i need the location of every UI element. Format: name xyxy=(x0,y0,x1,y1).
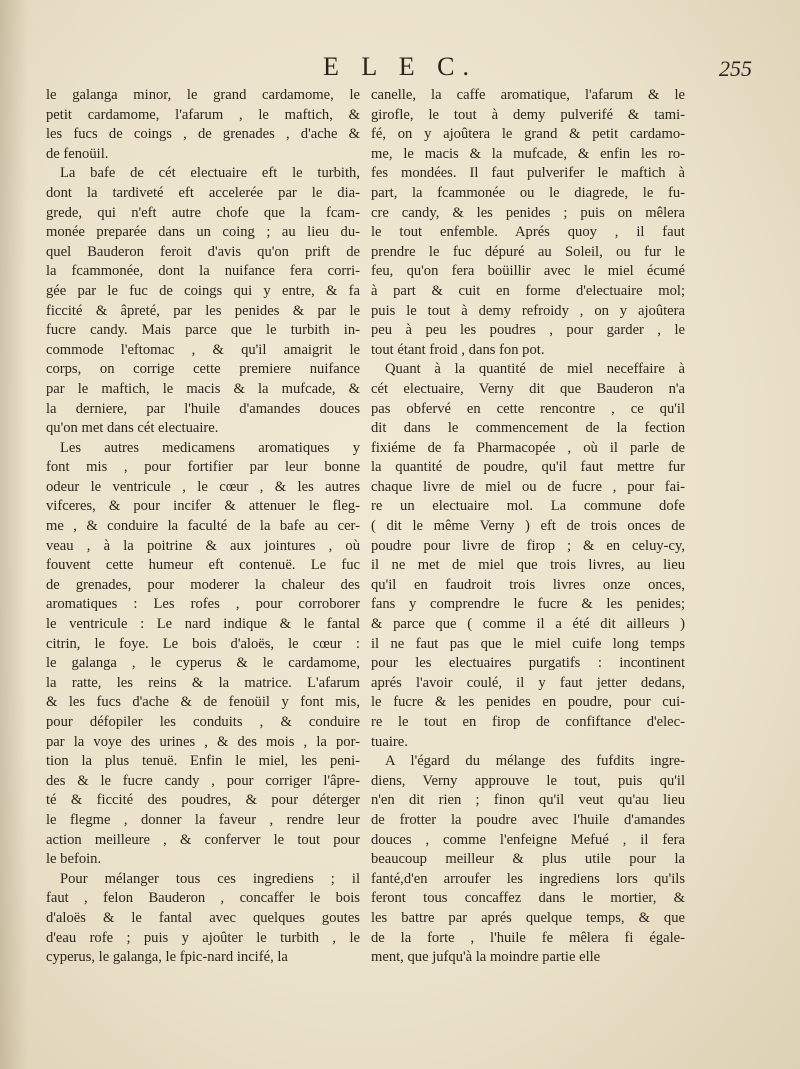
text-line: le ventricule : Le nard indique & le fantal xyxy=(46,616,360,633)
text-line: gée par le fuc de coings qui y entre, & fa xyxy=(46,282,360,299)
text-line: Quant à la quantité de miel neceffaire à xyxy=(385,361,685,378)
text-line: de la forte , l'huile fe mêlera fi égale- xyxy=(371,929,685,946)
text-line: par la voye des urines , & des mois , la por- xyxy=(46,733,360,750)
text-line: de grenades, pour moderer la chaleur des xyxy=(46,576,360,593)
text-line: petit cardamome, l'afarum , le maftich, & xyxy=(46,106,360,123)
text-line: aromatiques : Les rofes , pour corroborer xyxy=(46,596,360,613)
text-line: corps, on corrige cette premiere nuifance xyxy=(46,361,360,378)
text-line: de fenoüil. xyxy=(46,145,109,162)
right-text-column xyxy=(371,86,685,968)
text-line: citrin, le foye. Le bois d'aloës, le cœur : xyxy=(46,635,360,652)
text-line: douces , comme l'enfeigne Mefué , il fera xyxy=(371,831,685,848)
text-line: A l'égard du mélange des fufdits ingre- xyxy=(385,753,685,770)
text-line: d'aloës & le fantal avec quelques goutes xyxy=(46,909,360,926)
text-line: pour défopiler les conduits , & conduire xyxy=(46,714,360,730)
text-line: action meilleure , & conferver le tout pour xyxy=(46,831,360,848)
text-line: le galanga minor, le grand cardamome, le xyxy=(46,87,360,103)
text-line: qu'il en faudroit trois livres onze onces, xyxy=(371,576,685,593)
text-line: tout étant froid , dans fon pot. xyxy=(371,341,545,358)
text-line: prendre le fuc dépuré au Soleil, ou fur le xyxy=(371,243,685,260)
text-line: il ne faut pas que le miel cuife long temps xyxy=(371,635,685,652)
text-line: cyperus, le galanga, le fpic-nard incifé, la xyxy=(46,949,288,966)
text-line: diens, Verny approuve le tout, puis qu'il xyxy=(371,772,685,789)
text-line: fes mondées. Il faut pulverifer le maftich à xyxy=(371,165,685,182)
text-line: la quantité de poudre, qu'il faut mettre fur xyxy=(371,459,685,476)
text-line: ficcité & âpreté, par les penides & par le xyxy=(46,302,360,319)
text-line: le befoin. xyxy=(46,851,102,868)
text-line: pas obfervé en cette rencontre , ce qu'il xyxy=(371,400,685,417)
text-line: ( dit le même Verny ) eft de trois onces de xyxy=(371,518,685,535)
text-line: & parce que ( comme il a été dit ailleurs ) xyxy=(371,616,685,633)
text-line: fanté,d'en arroufer les ingrediens lors qu'ils xyxy=(371,870,685,887)
text-line: par le maftich, le macis & la mufcade, & xyxy=(46,380,360,397)
text-line: n'en dit rien ; finon qu'il veut qu'au lieu xyxy=(371,792,685,809)
text-line: fé, on y ajoûtera le grand & petit cardamo- xyxy=(371,126,685,143)
text-line: il ne met de miel que trois livres, au lieu xyxy=(371,557,685,574)
text-line: cre candy, & les penides ; puis on mêlera xyxy=(371,204,685,221)
text-line: part, la fcammonée ou le diagrede, le fu- xyxy=(371,184,685,201)
text-line: les fucs de coings , de grenades , d'ache & xyxy=(46,126,360,143)
text-line: canelle, la caffe aromatique, l'afarum & le xyxy=(371,87,685,103)
running-title: E L E C. xyxy=(322,52,478,81)
text-line: té & ficcité des poudres, & pour déterger xyxy=(46,792,360,809)
text-line: quel Bauderon feroit d'avis qu'on prift de xyxy=(46,243,360,260)
text-line: cét electuaire, Verny dit que Bauderon n'a xyxy=(371,380,685,397)
text-line: grede, qui n'eft autre chofe que la fcam- xyxy=(46,204,360,221)
text-line: le fucre & les penides en poudre, pour cui- xyxy=(371,694,685,711)
text-line: dit dans le commencement de la fection xyxy=(371,420,685,437)
text-line: girofle, le tout à demy pulverifé & tami- xyxy=(371,106,685,123)
page-number: 255 xyxy=(719,56,752,81)
text-line: des & le fucre candy , pour corriger l'âpre- xyxy=(46,772,360,789)
text-line: vifceres, & pour incifer & attenuer le fleg- xyxy=(46,498,360,515)
text-line: d'eau rofe ; puis y ajoûter le turbith , le xyxy=(46,929,360,946)
text-line: puis le tout à demy refroidy , on y ajoûtera xyxy=(371,302,685,319)
text-line: chaque livre de miel ou de fucre , pour fai- xyxy=(371,478,685,495)
text-line: tion la plus tenuë. Enfin le miel, les peni- xyxy=(46,753,360,770)
text-line: re un electuaire mol. La commune dofe xyxy=(371,498,685,515)
text-line: tuaire. xyxy=(371,733,408,750)
text-line: la ratte, les reins & la matrice. L'afarum xyxy=(46,674,360,691)
left-text-column xyxy=(46,86,360,968)
text-line: poudre pour livre de firop ; & en celuy-cy, xyxy=(371,537,685,554)
text-line: font mis , pour fortifier par leur bonne xyxy=(46,459,360,476)
text-line: fouvent cette humeur eft contenuë. Le fuc xyxy=(46,557,360,574)
text-line: Les autres medicamens aromatiques y xyxy=(60,439,360,456)
text-line: ment, que jufqu'à la moindre partie elle xyxy=(371,949,601,966)
text-line: à part & cuit en forme d'electuaire mol; xyxy=(371,282,685,299)
text-line: re le tout en firop de confiftance d'elec- xyxy=(371,714,685,730)
text-line: aprés l'avoir coulé, il y faut jetter dedans, xyxy=(371,674,685,691)
text-line: peu à peu les poudres , pour garder , le xyxy=(371,322,685,339)
text-line: faut , felon Bauderon , concaffer le bois xyxy=(46,890,360,907)
text-line: odeur le ventricule , le cœur , & les autres xyxy=(46,478,360,495)
text-line: monée preparée dans un coing ; au lieu du- xyxy=(46,224,360,241)
text-line: les battre par aprés quelque temps, & que xyxy=(371,909,685,926)
text-line: & les fucs d'ache & de fenoüil y font mis, xyxy=(46,694,360,711)
text-line: veau , à la poitrine & aux jointures , où xyxy=(46,537,360,554)
text-line: feu, qu'on fera boüillir avec le miel écumé xyxy=(371,263,685,280)
text-line: fucre candy. Mais parce que le turbith in- xyxy=(46,322,360,339)
text-line: commode l'eftomac , & qu'il amaigrit le xyxy=(46,341,360,358)
text-line: Pour mélanger tous ces ingrediens ; il xyxy=(60,870,360,887)
page-header xyxy=(40,52,760,84)
text-line: de frotter la poudre avec l'huile d'amandes xyxy=(371,811,685,828)
text-line: me, le macis & la mufcade, & enfin les ro- xyxy=(371,145,685,162)
text-line: feront tous concaffez dans le mortier, & xyxy=(371,890,685,907)
text-line: qu'on met dans cét electuaire. xyxy=(46,420,219,437)
text-line: le tout enfemble. Aprés quoy , il faut xyxy=(371,224,685,241)
text-line: la fcammonée, dont la nuifance fera corri- xyxy=(46,263,360,280)
text-line: fixiéme de fa Pharmacopée , où il parle de xyxy=(371,439,685,456)
text-line: fans y comprendre le fucre & les penides; xyxy=(371,596,685,613)
text-line: la derniere, par l'huile d'amandes douces xyxy=(46,400,360,417)
text-line: le flegme , donner la faveur , rendre leur xyxy=(46,811,360,828)
text-line: dont la tardiveté eft accelerée par le dia- xyxy=(46,184,360,201)
text-line: le galanga , le cyperus & le cardamome, xyxy=(46,655,360,672)
text-line: beaucoup meilleur & plus utile pour la xyxy=(371,851,685,868)
text-line: pour les electuaires purgatifs : incontinent xyxy=(371,655,685,672)
text-line: La bafe de cét electuaire eft le turbith, xyxy=(60,165,360,182)
text-line: me , & conduire la faculté de la bafe au cer- xyxy=(46,518,360,535)
